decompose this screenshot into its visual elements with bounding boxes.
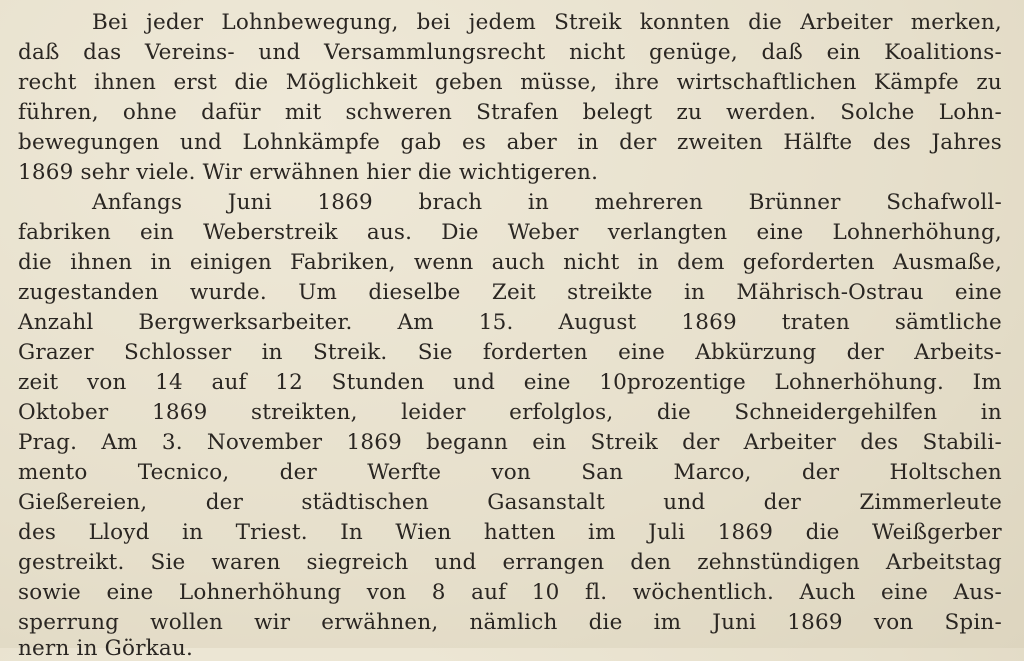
word: nicht xyxy=(569,40,626,65)
word: fl. xyxy=(585,580,608,605)
word: mento xyxy=(18,460,88,485)
word: Koalitions- xyxy=(884,40,1002,65)
text-line-7 xyxy=(92,192,1002,214)
word: geforderten xyxy=(742,250,875,275)
word: wöchentlich. xyxy=(632,580,775,605)
word: fabriken xyxy=(18,220,111,245)
word: genüge, xyxy=(648,40,738,65)
word: Streik xyxy=(590,430,658,455)
text-line-11 xyxy=(18,312,1002,334)
word: jedem xyxy=(468,10,537,35)
word: November xyxy=(206,430,323,455)
word: Schafwoll- xyxy=(886,190,1002,215)
text-line-3 xyxy=(18,72,1002,94)
word: belegt xyxy=(582,100,653,125)
word: zweiten xyxy=(676,130,763,155)
word: Anzahl xyxy=(18,310,94,335)
word: auch xyxy=(491,250,546,275)
word: den xyxy=(630,550,672,575)
text-line-22: nern in Görkau. xyxy=(18,636,194,661)
word: mit xyxy=(284,100,322,125)
word: die xyxy=(656,400,691,425)
word: Lohnerhöhung. xyxy=(774,370,944,395)
word: in xyxy=(261,340,283,365)
word: Kämpfe xyxy=(874,70,959,95)
word: Lohnerhöhung, xyxy=(832,220,1002,245)
word: der xyxy=(682,430,720,455)
word: erwähnen, xyxy=(321,610,439,635)
word: waren xyxy=(211,550,281,575)
word: Werfte xyxy=(367,460,442,485)
word: Oktober xyxy=(18,400,109,425)
word: 1869 xyxy=(346,430,402,455)
word: gab xyxy=(400,130,442,155)
word: Ausmaße, xyxy=(892,250,1002,275)
word: Aus- xyxy=(953,580,1002,605)
word: der xyxy=(846,340,884,365)
word: Lohnerhöhung xyxy=(178,580,342,605)
word: Juli xyxy=(648,520,686,545)
word: auf xyxy=(211,370,247,395)
word: Möglichkeit xyxy=(285,70,418,95)
word: von xyxy=(491,460,531,485)
word: geben xyxy=(435,70,503,95)
text-line-15 xyxy=(18,432,1002,454)
word: die xyxy=(234,70,269,95)
word: ihnen xyxy=(93,70,157,95)
word: dafür xyxy=(201,100,261,125)
text-line-4 xyxy=(18,102,1002,124)
word: eine xyxy=(954,280,1002,305)
word: Weber xyxy=(507,220,579,245)
word: in xyxy=(527,190,549,215)
word: Juni xyxy=(712,610,757,635)
word: der xyxy=(801,460,840,485)
word: Fabriken, xyxy=(290,250,396,275)
word: eine xyxy=(756,220,804,245)
word: Am xyxy=(101,430,138,455)
word: 1869 xyxy=(717,520,774,545)
word: 10 xyxy=(531,580,560,605)
word: wirtschaftlichen xyxy=(676,70,857,95)
word: ihre xyxy=(614,70,660,95)
word: Jahres xyxy=(931,130,1002,155)
text-line-9 xyxy=(18,252,1002,274)
word: Bergwerksarbeiter. xyxy=(138,310,353,335)
word: Streik xyxy=(554,10,622,35)
word: Solche xyxy=(840,100,915,125)
word: Weißgerber xyxy=(872,520,1002,545)
word: Gießereien, xyxy=(18,490,148,515)
word: aber xyxy=(506,130,557,155)
word: Spin- xyxy=(944,610,1002,635)
text-line-18 xyxy=(18,522,1002,544)
text-line-12 xyxy=(18,342,1002,364)
word: ohne xyxy=(122,100,178,125)
text-line-8 xyxy=(18,222,1002,244)
word: forderten xyxy=(482,340,588,365)
text-line-13 xyxy=(18,372,1002,394)
word: eine xyxy=(523,370,571,395)
word: eine xyxy=(618,340,666,365)
text-line-14 xyxy=(18,402,1002,424)
word: Weberstreik xyxy=(203,220,338,245)
word: die xyxy=(18,250,52,275)
word: Juni xyxy=(227,190,272,215)
word: Stunden xyxy=(331,370,425,395)
word: ein xyxy=(826,40,861,65)
word: ihnen xyxy=(70,250,133,275)
word: hatten xyxy=(483,520,556,545)
word: Bei xyxy=(92,10,128,35)
word: die xyxy=(805,520,840,545)
word: Triest. xyxy=(235,520,308,545)
word: müsse, xyxy=(520,70,598,95)
word: bei xyxy=(416,10,451,35)
text-line-19 xyxy=(18,552,1002,574)
word: Hälfte xyxy=(783,130,853,155)
word: Lohn- xyxy=(938,100,1002,125)
word: streikte xyxy=(567,280,653,305)
word: im xyxy=(653,610,682,635)
word: auf xyxy=(471,580,507,605)
word: die xyxy=(748,10,783,35)
word: aus. xyxy=(366,220,413,245)
word: merken, xyxy=(910,10,1002,35)
word: und xyxy=(179,130,222,155)
text-line-17 xyxy=(18,492,1002,514)
word: in xyxy=(637,250,659,275)
word: im xyxy=(588,520,616,545)
word: und xyxy=(663,490,706,515)
word: Abkürzung xyxy=(695,340,817,365)
word: einigen xyxy=(189,250,272,275)
word: des xyxy=(860,430,899,455)
word: 1869 xyxy=(787,610,843,635)
word: wir xyxy=(254,610,291,635)
text-line-16 xyxy=(18,462,1002,484)
word: Stabili- xyxy=(922,430,1002,455)
word: und xyxy=(434,550,477,575)
word: führen, xyxy=(18,100,99,125)
word: in xyxy=(182,520,204,545)
word: jeder xyxy=(146,10,204,35)
word: und xyxy=(453,370,496,395)
word: begann xyxy=(426,430,509,455)
word: städtischen xyxy=(301,490,429,515)
word: bewegungen xyxy=(18,130,160,155)
word: 15. xyxy=(478,310,514,335)
word: Vereins- xyxy=(144,40,235,65)
word: 8 xyxy=(431,580,446,605)
word: In xyxy=(340,520,363,545)
word: Zimmerleute xyxy=(859,490,1002,515)
word: des xyxy=(18,520,57,545)
word: Auch xyxy=(799,580,856,605)
word: nicht xyxy=(563,250,620,275)
word: Streik. xyxy=(312,340,388,365)
word: wurde. xyxy=(189,280,267,305)
word: Im xyxy=(972,370,1002,395)
word: mehreren xyxy=(594,190,703,215)
word: Sie xyxy=(150,550,186,575)
word: zu xyxy=(676,100,703,125)
word: Holtschen xyxy=(889,460,1002,485)
word: der xyxy=(619,130,657,155)
word: dieselbe xyxy=(368,280,461,305)
word: brach xyxy=(418,190,483,215)
word: 1869 xyxy=(151,400,208,425)
word: der xyxy=(763,490,802,515)
word: Um xyxy=(298,280,338,305)
word: Marco, xyxy=(673,460,752,485)
word: leider xyxy=(401,400,466,425)
word: Die xyxy=(441,220,479,245)
word: das xyxy=(83,40,122,65)
word: 10prozentige xyxy=(599,370,746,395)
word: Schneidergehilfen xyxy=(734,400,938,425)
word: Gasanstalt xyxy=(487,490,605,515)
word: zu xyxy=(976,70,1002,95)
word: ein xyxy=(532,430,567,455)
word: siegreich xyxy=(306,550,409,575)
word: wenn xyxy=(413,250,474,275)
word: Lohnkämpfe xyxy=(242,130,381,155)
word: Tecnico, xyxy=(137,460,230,485)
word: San xyxy=(581,460,624,485)
word: ein xyxy=(139,220,175,245)
word: Anfangs xyxy=(92,190,183,215)
word: zugestanden xyxy=(18,280,159,305)
word: gestreikt. xyxy=(18,550,125,575)
word: Arbeitstag xyxy=(885,550,1002,575)
word: daß xyxy=(18,40,60,65)
word: Am xyxy=(397,310,434,335)
word: 14 xyxy=(155,370,183,395)
text-line-5 xyxy=(18,132,1002,154)
word: 12 xyxy=(275,370,304,395)
word: nämlich xyxy=(469,610,558,635)
word: erst xyxy=(173,70,217,95)
word: Lloyd xyxy=(88,520,150,545)
word: in xyxy=(980,400,1002,425)
text-line-10 xyxy=(18,282,1002,304)
word: Arbeiter xyxy=(743,430,837,455)
word: 3. xyxy=(161,430,183,455)
word: streikten, xyxy=(251,400,358,425)
word: Strafen xyxy=(476,100,559,125)
word: des xyxy=(872,130,911,155)
word: Lohnbewegung, xyxy=(221,10,399,35)
word: Arbeiter xyxy=(800,10,893,35)
word: zehnstündigen xyxy=(697,550,860,575)
text-line-21 xyxy=(18,612,1002,634)
word: werden. xyxy=(726,100,817,125)
word: von xyxy=(873,610,914,635)
word: recht xyxy=(18,70,77,95)
word: Prag. xyxy=(18,430,78,455)
word: 1869 xyxy=(317,190,373,215)
word: Versammlungsrecht xyxy=(324,40,546,65)
word: und xyxy=(258,40,301,65)
word: der xyxy=(279,460,318,485)
word: von xyxy=(366,580,407,605)
word: traten xyxy=(781,310,850,335)
word: der xyxy=(205,490,244,515)
word: errangen xyxy=(502,550,605,575)
text-line-6: 1869 sehr viele. Wir erwähnen hier die wichtigeren. xyxy=(18,160,599,185)
word: es xyxy=(461,130,487,155)
word: 1869 xyxy=(681,310,737,335)
word: in xyxy=(577,130,599,155)
word: sowie xyxy=(18,580,81,605)
word: in xyxy=(683,280,706,305)
word: Brünner xyxy=(748,190,841,215)
word: erfolglos, xyxy=(509,400,614,425)
word: verlangten xyxy=(607,220,728,245)
word: die xyxy=(588,610,623,635)
word: Mährisch-Ostrau xyxy=(736,280,924,305)
word: schweren xyxy=(345,100,453,125)
word: zeit xyxy=(18,370,59,395)
text-line-2 xyxy=(18,42,1002,64)
word: August xyxy=(558,310,637,335)
word: konnten xyxy=(639,10,730,35)
word: sämtliche xyxy=(894,310,1002,335)
word: Wien xyxy=(395,520,452,545)
text-line-20 xyxy=(18,582,1002,604)
word: Schlosser xyxy=(124,340,232,365)
word: von xyxy=(86,370,127,395)
word: Zeit xyxy=(491,280,536,305)
word: eine xyxy=(881,580,929,605)
word: Sie xyxy=(417,340,453,365)
word: dem xyxy=(677,250,725,275)
word: Grazer xyxy=(18,340,94,365)
word: sperrung xyxy=(18,610,120,635)
word: eine xyxy=(106,580,154,605)
word: Arbeits- xyxy=(914,340,1002,365)
word: in xyxy=(150,250,172,275)
word: daß xyxy=(761,40,803,65)
text-line-1 xyxy=(92,12,1002,34)
word: wollen xyxy=(150,610,224,635)
